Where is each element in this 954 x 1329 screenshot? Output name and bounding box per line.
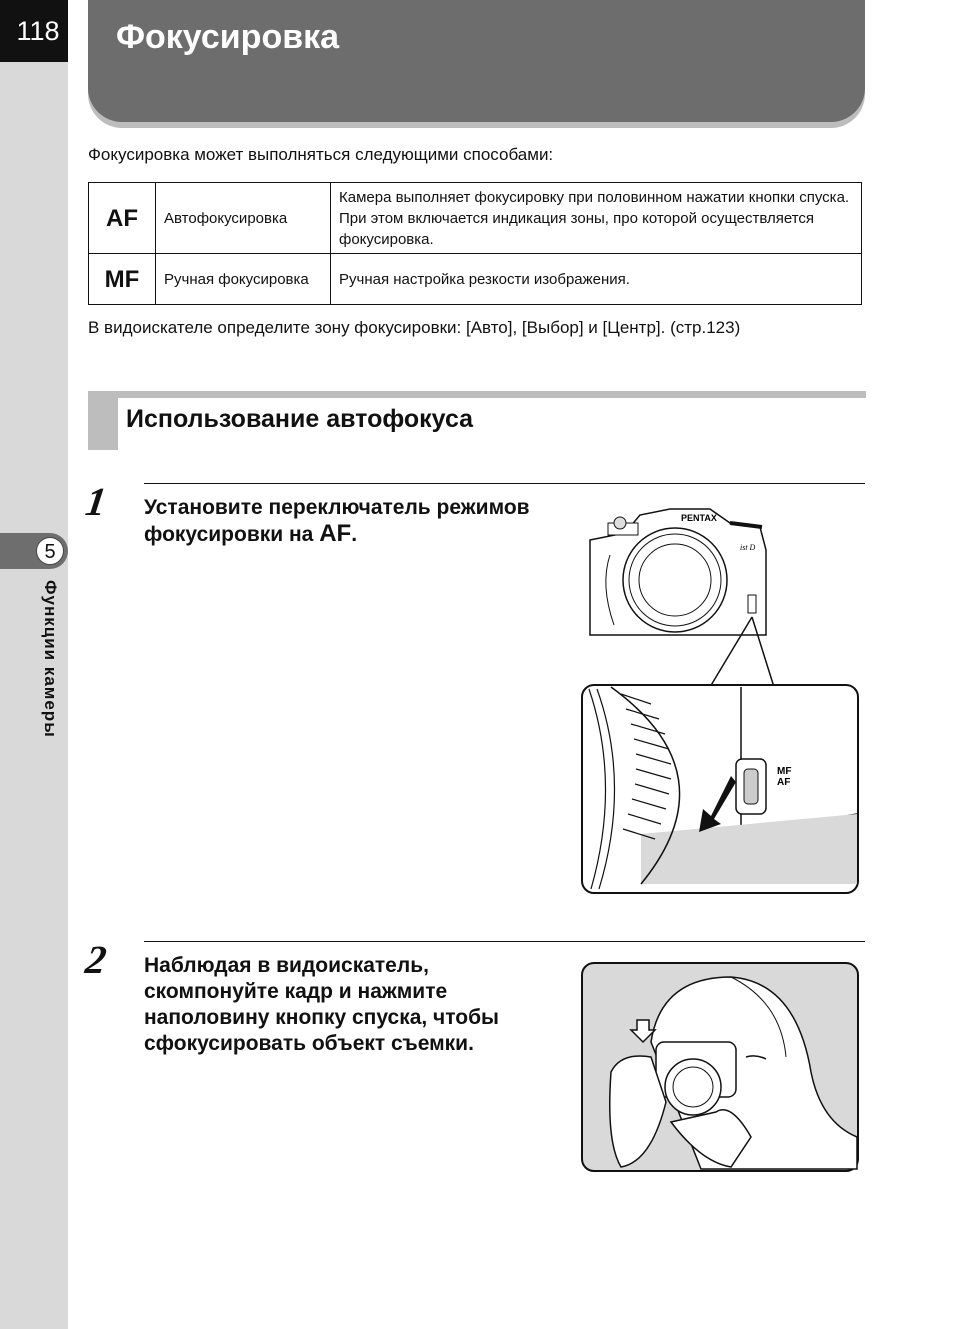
note-text: В видоискателе определите зону фокусировки: [Авто], [Выбор] и [Центр]. (стр.123) [88,318,741,337]
table-row [89,254,862,305]
photographer-illustration [581,962,861,1174]
model-label: ist D [740,543,756,552]
table-row [89,183,862,254]
page-title: Фокусировка [116,18,340,56]
mode-description: Камера выполняет фокусировку при половинном нажатии кнопки спуска. При этом включается индикация зоны, про которой осуществляется фокусировка. [331,183,862,254]
step-number: 2 [82,937,110,982]
mode-code: AF [89,183,156,254]
step-text-main: Установите переключатель режимов фокусировки на [144,496,530,546]
section-bar [88,391,866,398]
mode-code: MF [89,254,156,305]
intro-text: Фокусировка может выполняться следующими способами: [88,145,554,164]
step-divider [144,483,865,484]
page-number: 118 [0,0,68,62]
switch-mf-label: MF [777,766,792,777]
zoom-connector [690,615,790,695]
focus-modes-table [88,182,862,305]
section-title: Использование автофокуса [126,405,474,433]
step-text: Наблюдая в видоискатель, скомпонуйте кадр и нажмите наполовину кнопку спуска, чтобы сфокусировать объект съемки. [144,954,499,1055]
chapter-title: Функции камеры [41,580,60,738]
mode-description: Ручная настройка резкости изображения. [331,254,862,305]
section-bar-accent [88,391,118,450]
brand-label: PENTAX [681,513,717,523]
step-text-suffix: . [351,523,358,546]
step-number: 1 [82,479,110,524]
focus-switch-closeup [581,684,861,896]
af-code: AF [319,520,352,547]
chapter-number: 5 [36,537,64,565]
mode-name: Ручная фокусировка [156,254,331,305]
step-divider [144,941,865,942]
switch-af-label: AF [777,777,791,788]
mode-name: Автофокусировка [156,183,331,254]
step-text [144,495,534,548]
